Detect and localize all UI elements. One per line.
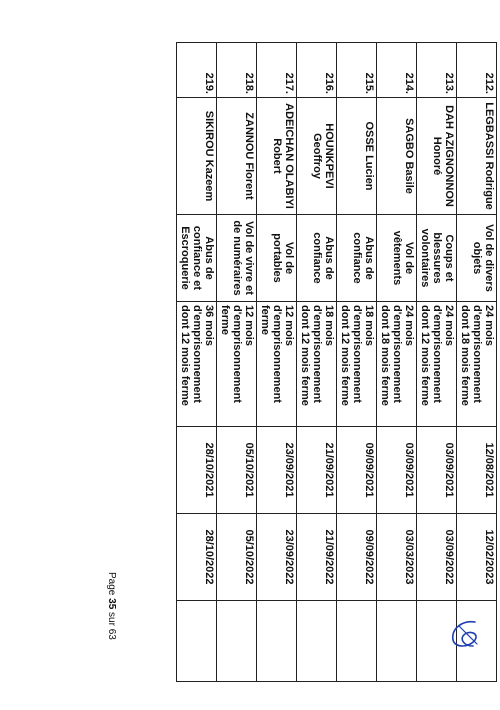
record-number: 217. <box>257 43 297 98</box>
empty-cell <box>257 601 297 682</box>
record-number: 213. <box>417 43 457 98</box>
start-date: 23/09/2021 <box>257 427 297 514</box>
offense: Vol de vêtements <box>377 215 417 302</box>
signature-icon <box>445 618 485 652</box>
empty-cell <box>337 601 377 682</box>
table-row <box>177 43 217 682</box>
record-number: 219. <box>177 43 217 98</box>
table-row <box>457 43 497 682</box>
start-date: 28/10/2021 <box>177 427 217 514</box>
end-date: 23/09/2022 <box>257 514 297 601</box>
detainee-name: ADEICHAN OLABIYI Robert <box>257 98 297 215</box>
sentence: 24 mois d'emprisonnement dont 12 mois ferme <box>417 302 457 427</box>
table-row <box>337 43 377 682</box>
detainee-name: OSSE Lucien <box>337 98 377 215</box>
offense: Abus de confiance et Escroquerie <box>177 215 217 302</box>
end-date: 21/09/2022 <box>297 514 337 601</box>
table-row <box>297 43 337 682</box>
detainee-name: HOUNKPEVI Geoffroy <box>297 98 337 215</box>
table-row <box>377 43 417 682</box>
empty-cell <box>377 601 417 682</box>
offense: Abus de confiance <box>297 215 337 302</box>
end-date: 28/10/2022 <box>177 514 217 601</box>
offense: Vol de divers objets <box>457 215 497 302</box>
end-date: 03/03/2023 <box>377 514 417 601</box>
table-row <box>257 43 297 682</box>
offense: Abus de confiance <box>337 215 377 302</box>
sentence: 24 mois d'emprisonnement dont 18 mois ferme <box>377 302 417 427</box>
end-date: 12/02/2023 <box>457 514 497 601</box>
sentence: 12 mois d'emprisonnement ferme <box>217 302 257 427</box>
detainee-name: DAH AZIGNONNON Honoré <box>417 98 457 215</box>
rotated-page <box>87 12 497 684</box>
record-number: 218. <box>217 43 257 98</box>
sentence: 12 mois d'emprisonnement ferme <box>257 302 297 427</box>
end-date: 09/09/2022 <box>337 514 377 601</box>
record-number: 212. <box>457 43 497 98</box>
start-date: 03/09/2021 <box>377 427 417 514</box>
table-row <box>417 43 457 682</box>
page-total: 63 <box>106 628 117 640</box>
empty-cell <box>177 601 217 682</box>
sentence: 36 mois d'emprisonnement dont 12 mois ferme <box>177 302 217 427</box>
offense: Vol de portables <box>257 215 297 302</box>
detainee-name: LEGBASSI Rodrigue <box>457 98 497 215</box>
detainee-name: SAGBO Basile <box>377 98 417 215</box>
record-number: 214. <box>377 43 417 98</box>
detainee-name: ZANNOU Florent <box>217 98 257 215</box>
end-date: 03/09/2022 <box>417 514 457 601</box>
records-table <box>176 42 497 682</box>
record-number: 215. <box>337 43 377 98</box>
page-prefix: Page <box>106 572 117 599</box>
start-date: 09/09/2021 <box>337 427 377 514</box>
start-date: 12/08/2021 <box>457 427 497 514</box>
table-row <box>217 43 257 682</box>
end-date: 05/10/2022 <box>217 514 257 601</box>
page-number <box>106 572 117 640</box>
empty-cell <box>297 601 337 682</box>
record-number: 216. <box>297 43 337 98</box>
sentence: 24 mois d'emprisonnement dont 18 mois ferme <box>457 302 497 427</box>
page-sep: sur <box>106 609 117 629</box>
start-date: 03/09/2021 <box>417 427 457 514</box>
page-footer <box>87 12 117 684</box>
empty-cell <box>217 601 257 682</box>
records-table-body <box>177 43 497 682</box>
offense: Coups et blessures volontaires <box>417 215 457 302</box>
start-date: 21/09/2021 <box>297 427 337 514</box>
offense: Vol de vivre et de numéraires <box>217 215 257 302</box>
sentence: 18 mois d'emprisonnement dont 12 mois ferme <box>297 302 337 427</box>
start-date: 05/10/2021 <box>217 427 257 514</box>
detainee-name: SIKIROU Kazeem <box>177 98 217 215</box>
page-current: 35 <box>106 598 117 610</box>
sentence: 18 mois d'emprisonnement dont 12 mois ferme <box>337 302 377 427</box>
